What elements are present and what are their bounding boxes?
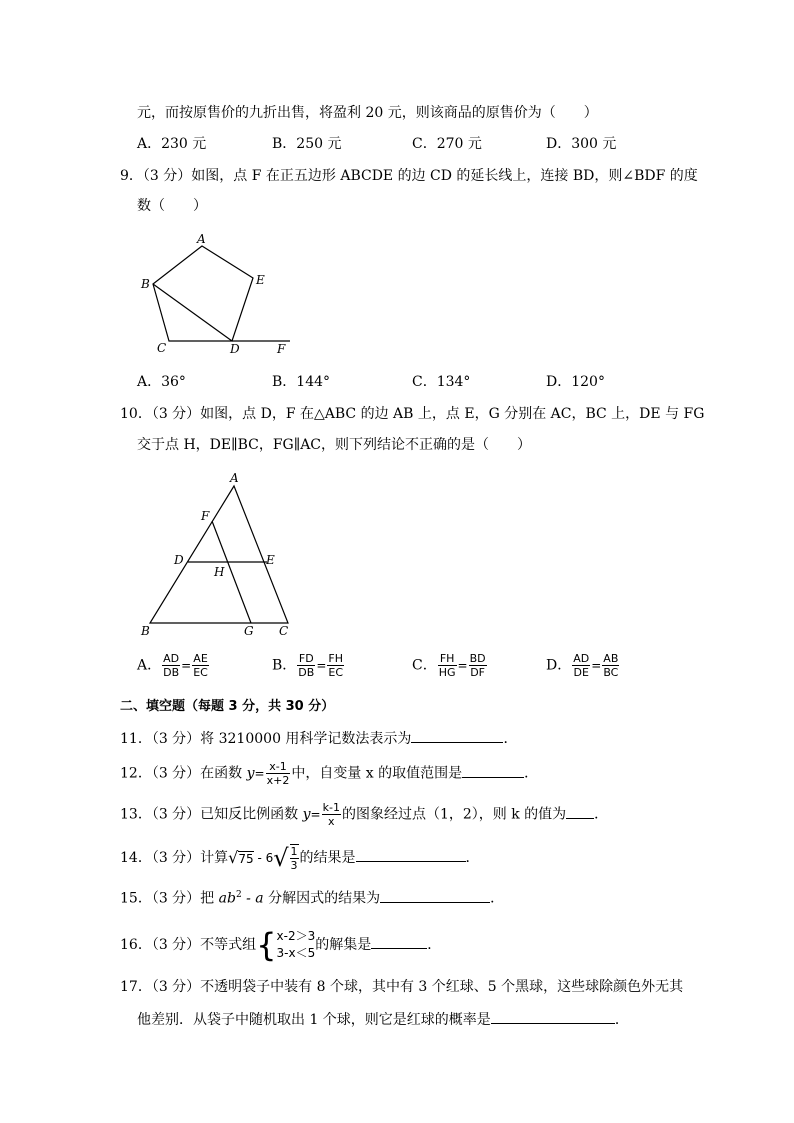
q10-label-e: E bbox=[266, 553, 275, 567]
q9-pentagon-figure bbox=[140, 228, 300, 363]
q12: 12．（3 分）在函数 y= $\frac{x-1}{x+2}$ 中，自变量 x 的取值范围是 ． bbox=[120, 760, 539, 787]
q14: 14．（3 分）计算√75 - 6√ $\frac{1}{3}$ 的结果是 ． bbox=[120, 844, 480, 872]
q10-option-d-frac2: $\frac{AB}{BC}$ bbox=[603, 652, 619, 679]
q10-option-d[interactable]: D． $\frac{AD}{DE}$ = $\frac{AB}{BC}$ bbox=[546, 652, 619, 679]
q16: 16．（3 分）不等式组{ x-2＞3 3-x＜5 的解集是 ． bbox=[120, 926, 442, 964]
q13-fraction: $\frac{k-1}{x}$ bbox=[322, 801, 340, 828]
q10-option-a-frac2: $\frac{AE}{EC}$ bbox=[193, 652, 208, 679]
q15-text: 15．（3 分）把 bbox=[120, 890, 219, 907]
q10-stem-line1: 10．（3 分）如图，点 D，F 在△ABC 的边 AB 上，点 E，G 分别在 AC，BC 上，DE 与 FG bbox=[120, 406, 705, 422]
q10-label-h: H bbox=[214, 565, 225, 579]
q9-option-c[interactable]: C．134° bbox=[412, 374, 471, 390]
q14-sqrt-frac: √ $\frac{1}{3}$ bbox=[273, 844, 298, 872]
q10-option-c-frac1: $\frac{FH}{HG}$ bbox=[438, 652, 456, 679]
q13-text: 13．（3 分）已知反比例函数 bbox=[120, 806, 303, 823]
q10-label-f: F bbox=[201, 509, 210, 523]
q11-answer-blank[interactable] bbox=[411, 728, 503, 743]
q15-answer-blank[interactable] bbox=[380, 888, 490, 903]
q10-label-c: C bbox=[279, 624, 289, 638]
q10-label-d: D bbox=[174, 553, 184, 567]
q9-label-e: E bbox=[256, 273, 265, 287]
q17-stem-line1: 17．（3 分）不透明袋子中装有 8 个球，其中有 3 个红球、5 个黑球，这些球除颜色外无其 bbox=[120, 979, 684, 995]
q15: 15．（3 分）把 $ab^2$ - a 分解因式的结果为 ． bbox=[120, 885, 504, 909]
q16-text: 16．（3 分）不等式组 bbox=[120, 937, 257, 953]
q9-option-b[interactable]: B．144° bbox=[272, 374, 331, 390]
q9-label-c: C bbox=[157, 341, 167, 355]
q8-text: 元，而按原售价的九折出售，将盈利 20 元，则该商品的原售价为（ ） bbox=[137, 105, 598, 121]
q10-option-b[interactable]: B． $\frac{FD}{DB}$ = $\frac{FH}{EC}$ bbox=[272, 652, 344, 679]
q17-answer-blank[interactable] bbox=[491, 1009, 615, 1024]
q17: 他差别．从袋子中随机取出 1 个球，则它是红球的概率是 ． bbox=[137, 1009, 629, 1030]
q10-option-b-frac1: $\frac{FD}{DB}$ bbox=[298, 652, 315, 679]
q9-label-b: B bbox=[141, 277, 150, 291]
q8-option-d[interactable]: D．300 元 bbox=[546, 136, 617, 152]
pentagon-abcde bbox=[153, 246, 253, 341]
q10-option-d-frac1: $\frac{AD}{DE}$ bbox=[573, 652, 590, 679]
q10-option-c-letter: C． bbox=[412, 657, 437, 674]
q9-option-d[interactable]: D．120° bbox=[546, 374, 605, 390]
q17-stem-line2: 他差别．从袋子中随机取出 1 个球，则它是红球的概率是 bbox=[137, 1012, 491, 1028]
q10-label-a: A bbox=[230, 471, 239, 485]
q10-option-a-frac1: $\frac{AD}{DB}$ bbox=[163, 652, 180, 679]
q10-stem-line2: 交于点 H，DE∥BC，FG∥AC，则下列结论不正确的是（ ） bbox=[137, 437, 532, 453]
q8-option-b[interactable]: B．250 元 bbox=[272, 136, 342, 152]
q10-option-d-letter: D． bbox=[546, 657, 572, 674]
q10-option-c-frac2: $\frac{BD}{DF}$ bbox=[469, 652, 486, 679]
q10-label-b: B bbox=[141, 624, 150, 638]
q12-answer-blank[interactable] bbox=[462, 763, 524, 778]
q13-answer-blank[interactable] bbox=[566, 804, 594, 819]
q9-option-a[interactable]: A．36° bbox=[137, 374, 186, 390]
q10-option-b-letter: B． bbox=[272, 657, 297, 674]
q9-label-a: A bbox=[197, 232, 206, 246]
q16-brace: { bbox=[256, 926, 277, 964]
q10-option-c[interactable]: C． $\frac{FH}{HG}$ = $\frac{BD}{DF}$ bbox=[412, 652, 486, 679]
q10-option-b-frac2: $\frac{FH}{EC}$ bbox=[328, 652, 344, 679]
q16-answer-blank[interactable] bbox=[371, 934, 427, 949]
q10-label-g: G bbox=[244, 624, 254, 638]
q9-stem-line2: 数（ ） bbox=[137, 198, 207, 214]
q9-label-d: D bbox=[230, 342, 240, 356]
q10-option-a-letter: A． bbox=[137, 657, 162, 674]
q14-text: 14．（3 分）计算 bbox=[120, 850, 229, 866]
q14-sqrt-75: √75 bbox=[228, 847, 254, 867]
section-2-title: 二、填空题（每题 3 分，共 30 分） bbox=[120, 699, 335, 714]
q12-fraction: $\frac{x-1}{x+2}$ bbox=[266, 760, 290, 787]
q12-text: 12．（3 分）在函数 bbox=[120, 765, 247, 782]
q9-label-f: F bbox=[277, 342, 286, 356]
segment-bd bbox=[153, 284, 232, 341]
q10-triangle-figure bbox=[138, 468, 298, 643]
q13: 13．（3 分）已知反比例函数 y= $\frac{k-1}{x}$ 的图象经过点（1，2），则 k 的值为 ． bbox=[120, 801, 609, 828]
q8-option-a[interactable]: A．230 元 bbox=[137, 136, 207, 152]
q9-stem-line1: 9．（3 分）如图，点 F 在正五边形 ABCDE 的边 CD 的延长线上，连接 BD，则∠BDF 的度 bbox=[120, 168, 698, 184]
q11: 11．（3 分）将 3210000 用科学记数法表示为 ． bbox=[120, 728, 517, 749]
q16-inequality-system: { x-2＞3 3-x＜5 bbox=[256, 926, 316, 964]
q11-text: 11．（3 分）将 3210000 用科学记数法表示为 bbox=[120, 731, 412, 747]
q8-option-c[interactable]: C．270 元 bbox=[412, 136, 482, 152]
q10-option-a[interactable]: A． $\frac{AD}{DB}$ = $\frac{AE}{EC}$ bbox=[137, 652, 208, 679]
q14-answer-blank[interactable] bbox=[356, 847, 466, 862]
